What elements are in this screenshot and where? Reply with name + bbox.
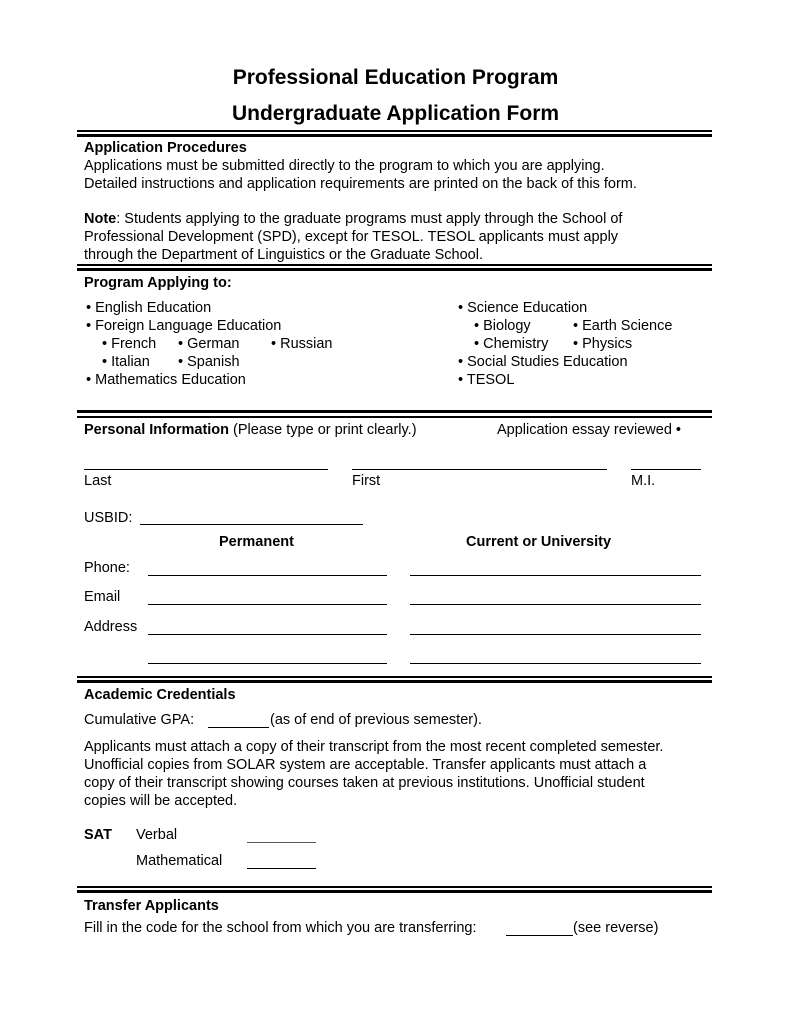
transfer-suffix: (see reverse) [573, 920, 659, 936]
program-option-foreign-language[interactable]: • Foreign Language Education [86, 318, 281, 334]
transfer-heading: Transfer Applicants [84, 898, 219, 914]
form-title-line2: Undergraduate Application Form [231, 102, 560, 125]
section-divider [77, 890, 712, 893]
program-option-social-studies[interactable]: • Social Studies Education [458, 354, 628, 370]
sat-math-label: Mathematical [136, 853, 223, 869]
note-paragraph [84, 211, 622, 227]
transcript-text: Unofficial copies from SOLAR system are acceptable. Transfer applicants must attach a [84, 757, 647, 773]
essay-reviewed-label: Application essay reviewed • [497, 422, 682, 438]
transcript-text: copy of their transcript showing courses taken at previous institutions. Unofficial student [84, 775, 645, 791]
usbid-label: USBID: [84, 510, 133, 526]
usbid-field[interactable] [140, 524, 363, 525]
program-option-tesol[interactable]: • TESOL [458, 372, 514, 388]
address-label: Address [84, 619, 138, 635]
section-divider [77, 130, 712, 132]
program-heading: Program Applying to: [84, 275, 232, 291]
gpa-suffix: (as of end of previous semester). [270, 712, 482, 728]
first-name-label: First [352, 473, 381, 489]
sat-verbal-label: Verbal [136, 827, 178, 843]
gpa-label: Cumulative GPA: [84, 712, 195, 728]
section-divider [77, 886, 712, 888]
section-divider [77, 268, 712, 271]
permanent-phone-field[interactable] [148, 575, 387, 576]
section-divider [77, 676, 712, 678]
academic-heading: Academic Credentials [84, 687, 236, 703]
current-phone-field[interactable] [410, 575, 701, 576]
note-label: Note [84, 211, 117, 227]
section-divider [77, 416, 712, 418]
science-option-chemistry[interactable]: • Chemistry [474, 336, 548, 352]
procedures-heading: Application Procedures [84, 140, 247, 156]
section-divider [77, 264, 712, 266]
sat-label: SAT [84, 827, 112, 843]
section-divider [77, 680, 712, 683]
language-option-spanish[interactable]: • Spanish [178, 354, 240, 370]
language-option-russian[interactable]: • Russian [271, 336, 333, 352]
transcript-text: Applicants must attach a copy of their transcript from the most recent completed semester. [84, 739, 664, 755]
first-name-field[interactable] [352, 469, 607, 470]
email-label: Email [84, 589, 121, 605]
sat-math-field[interactable] [247, 868, 316, 869]
language-option-french[interactable]: • French [102, 336, 156, 352]
program-option-science[interactable]: • Science Education [458, 300, 587, 316]
form-title-line1: Professional Education Program [232, 66, 559, 89]
current-column-heading: Current or University [466, 534, 612, 550]
science-option-physics[interactable]: • Physics [573, 336, 632, 352]
note-text: Professional Development (SPD), except for TESOL. TESOL applicants must apply [84, 229, 619, 245]
permanent-address-line2-field[interactable] [148, 663, 387, 664]
sat-verbal-field[interactable] [247, 842, 316, 843]
transcript-text: copies will be accepted. [84, 793, 238, 809]
permanent-address-field[interactable] [148, 634, 387, 635]
language-option-german[interactable]: • German [178, 336, 240, 352]
program-option-english[interactable]: • English Education [86, 300, 211, 316]
gpa-field[interactable] [208, 727, 269, 728]
section-divider [77, 134, 712, 137]
science-option-biology[interactable]: • Biology [474, 318, 531, 334]
transfer-text: Fill in the code for the school from which you are transferring: [84, 920, 477, 936]
note-text: through the Department of Linguistics or the Graduate School. [84, 247, 483, 263]
current-email-field[interactable] [410, 604, 701, 605]
permanent-email-field[interactable] [148, 604, 387, 605]
phone-label: Phone: [84, 560, 130, 576]
middle-initial-label: M.I. [631, 473, 656, 489]
current-address-line2-field[interactable] [410, 663, 701, 664]
middle-initial-field[interactable] [631, 469, 701, 470]
permanent-column-heading: Permanent [219, 534, 294, 550]
personal-heading: Personal Information [84, 422, 230, 438]
current-address-field[interactable] [410, 634, 701, 635]
procedures-text: Detailed instructions and application requirements are printed on the back of this form. [84, 176, 637, 192]
program-option-math[interactable]: • Mathematics Education [86, 372, 246, 388]
transfer-code-field[interactable] [506, 935, 573, 936]
procedures-text: Applications must be submitted directly to the program to which you are applying. [84, 158, 605, 174]
science-option-earth[interactable]: • Earth Science [573, 318, 672, 334]
last-name-label: Last [84, 473, 112, 489]
note-text: : Students applying to the graduate programs must apply through the School of [116, 211, 623, 227]
language-option-italian[interactable]: • Italian [102, 354, 150, 370]
personal-heading-row [84, 422, 417, 438]
last-name-field[interactable] [84, 469, 328, 470]
personal-heading-note: (Please type or print clearly.) [229, 422, 417, 438]
section-divider [77, 410, 712, 413]
